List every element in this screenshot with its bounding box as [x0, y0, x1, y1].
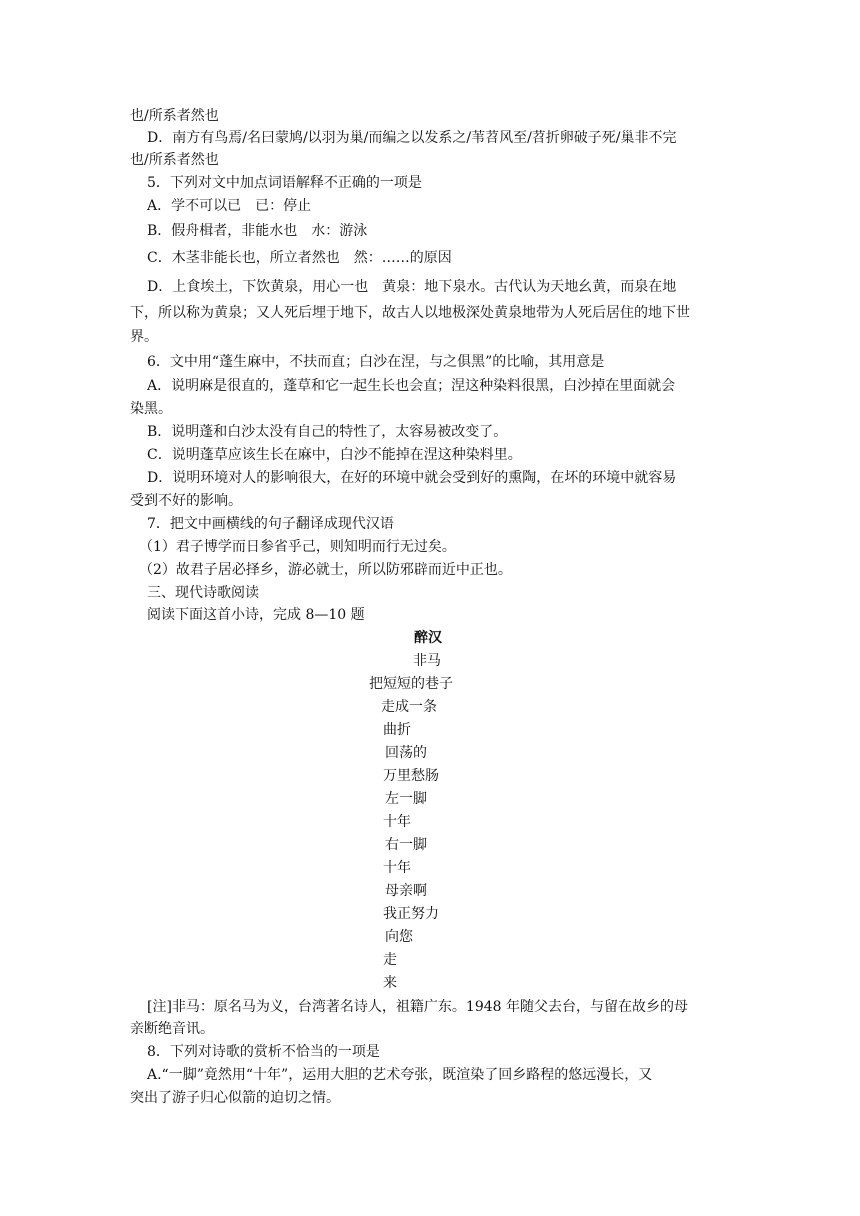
- q5-a-text: A．学不可以: [147, 198, 228, 214]
- section-instruction: 阅读下面这首小诗，完成 8—10 题: [147, 607, 365, 623]
- poem-note: [注]非马：原名马为义，台湾著名诗人，祖籍广东。1948 年随父去台，与留在故乡的母: [147, 999, 689, 1015]
- q8-stem: 8．下列对诗歌的赏析不恰当的一项是: [147, 1044, 380, 1060]
- q5-d-gloss: ：地下泉水。古代认为天地幺黄，而泉在地: [410, 279, 677, 295]
- poem-line: 十年: [383, 814, 411, 830]
- q5-d-mid: ，用心一也: [298, 279, 383, 295]
- poem-line: 母亲啊: [385, 883, 427, 899]
- poem-line: 曲折: [383, 722, 411, 738]
- poem-line: 万里愁肠: [383, 768, 439, 784]
- q6-option-a: A．说明麻是很直的，蓬草和它一起生长也会直；涅这种染料很黑，白沙掉在里面就会: [147, 378, 676, 394]
- q5-option-d-cont: 下，所以称为黄泉；又人死后埋于地下，故古人以地极深处黄泉地带为人死后居住的地下世: [130, 305, 690, 321]
- q5-option-c: [147, 247, 740, 269]
- q4-option-d-tail: 也/所系者然也: [130, 152, 219, 168]
- q5-c-text: C．木茎非能长也，所立者: [147, 250, 312, 266]
- poem-note-cont: 亲断绝音讯。: [130, 1021, 214, 1037]
- q6-option-d-cont: 受到不好的影响。: [130, 493, 242, 509]
- poem-line: 来: [383, 975, 397, 991]
- q6-option-c: C．说明蓬草应该生长在麻中，白沙不能掉在涅这种染料里。: [147, 447, 522, 463]
- poem-title: 醉汉: [414, 630, 442, 646]
- q5-b-text: B．假舟楫者，非能: [147, 223, 270, 239]
- emphasis-dot-char: 黄: [382, 276, 396, 298]
- q4-option-c-tail: 也/所系者然也: [130, 108, 219, 124]
- emphasis-dot-char: 黄: [270, 276, 284, 298]
- poem-line: 走成一条: [381, 699, 437, 715]
- q5-stem: 5．下列对文中加点词语解释不正确的一项是: [147, 175, 422, 191]
- q5-a-gloss: 已：停止: [241, 198, 312, 214]
- q8-option-a: A.“一脚”竟然用“十年”，运用大胆的艺术夸张，既渲染了回乡路程的悠远漫长，又: [147, 1067, 653, 1083]
- q6-option-a-cont: 染黑。: [130, 401, 172, 417]
- poem-line: 右一脚: [385, 837, 427, 853]
- poem-line: 回荡的: [385, 745, 427, 761]
- q6-option-d: D．说明环境对人的影响很大，在好的环境中就会受到好的熏陶，在坏的环境中就容易: [147, 470, 677, 486]
- poem-line: 左一脚: [385, 791, 427, 807]
- poem-line: 向您: [385, 929, 413, 945]
- q7-stem: 7．把文中画横线的句子翻译成现代汉语: [147, 516, 394, 532]
- poem-author: 非马: [413, 653, 441, 669]
- emphasis-dot-char: 水: [269, 220, 283, 242]
- q5-d-text: D．上食埃土，下饮: [147, 279, 271, 295]
- q5-b-gloss: 也 水：游泳: [283, 223, 368, 239]
- section-heading: 三、现代诗歌阅读: [147, 585, 259, 601]
- emphasis-dot-char: 已: [227, 195, 241, 217]
- emphasis-dot-char: 然: [312, 247, 326, 269]
- q6-option-b: B．说明蓬和白沙太没有自己的特性了，太容易被改变了。: [147, 424, 508, 440]
- poem-line: 我正努力: [383, 906, 439, 922]
- emphasis-dot-char: 泉: [284, 276, 298, 298]
- q7-sentence-2: （2）故君子居必择乡，游必就士，所以防邪辟而近中正也。: [139, 562, 512, 578]
- q5-option-a: [147, 195, 740, 217]
- q7-sentence-1: （1）君子博学而日参省乎己，则知明而行无过矣。: [139, 539, 456, 555]
- q5-option-d: [147, 276, 740, 298]
- q5-option-b: [147, 220, 740, 242]
- poem-line: 把短短的巷子: [369, 676, 453, 692]
- q4-option-d: D．南方有鸟焉/名曰蒙鸠/以羽为巢/而编之以发系之/苇苕风至/苕折卵破子死/巢非不完: [147, 130, 677, 146]
- emphasis-dot-char: 泉: [396, 276, 410, 298]
- q8-option-a-cont: 突出了游子归心似箭的迫切之情。: [130, 1090, 340, 1106]
- q5-option-d-cont2: 界。: [130, 329, 158, 345]
- q5-c-gloss: 也 然：……的原因: [325, 250, 452, 266]
- poem-line: 十年: [383, 860, 411, 876]
- poem-line: 走: [383, 952, 397, 968]
- q6-stem: 6．文中用“蓬生麻中，不扶而直；白沙在涅，与之俱黑”的比喻，其用意是: [147, 354, 605, 370]
